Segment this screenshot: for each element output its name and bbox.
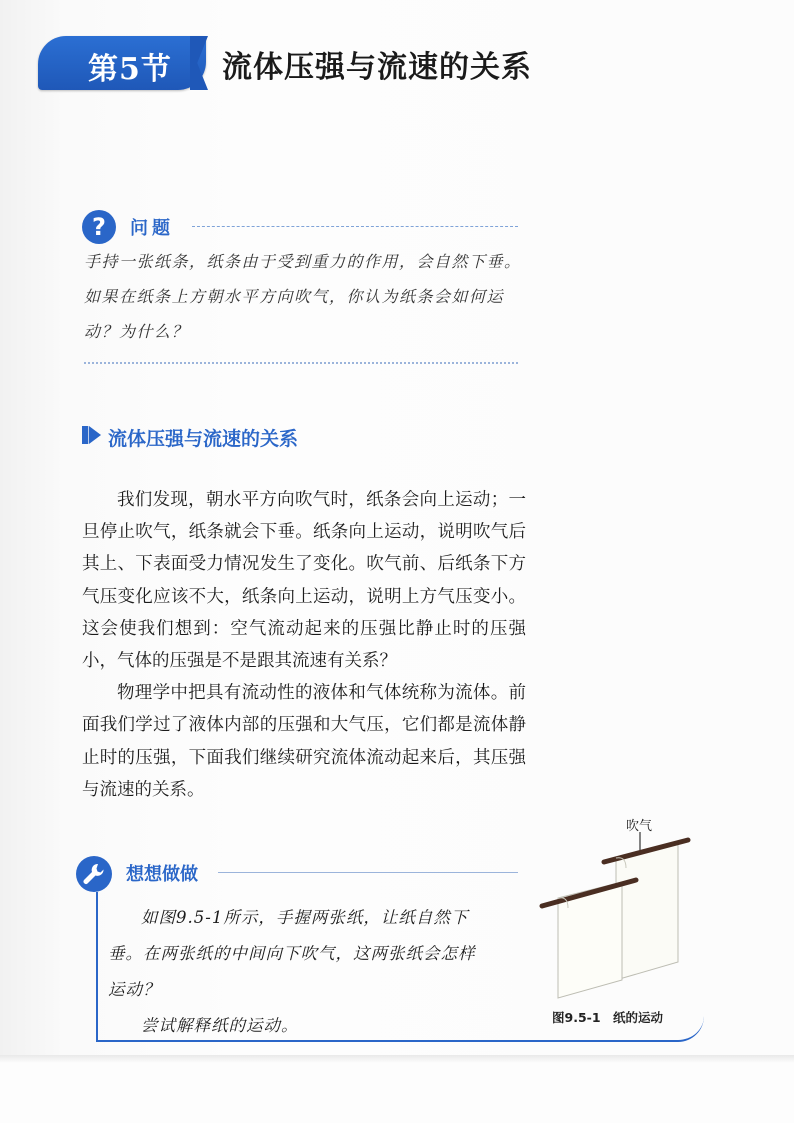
figure-blow-label: 吹气 — [626, 819, 653, 834]
activity-paragraph: 尝试解释纸的运动。 — [141, 1016, 299, 1035]
section-label: 第5节 — [88, 52, 172, 87]
wrench-icon — [76, 856, 112, 892]
activity-divider — [218, 872, 518, 873]
activity-heading: 想想做做 — [126, 864, 198, 885]
activity-text — [108, 900, 478, 1044]
question-heading: 问题 — [130, 218, 174, 239]
figure-caption: 图9.5-1 纸的运动 — [552, 1010, 664, 1025]
body-paragraph: 我们发现，朝水平方向吹气时，纸条会向上运动；一旦停止吹气，纸条就会下垂。纸条向上运动，说明吹气后其上、下表面受力情况发生了变化。吹气前、后纸条下方气压变化应该不大，纸条向上运动，说明上方气压变小。这会使我们想到：空气流动起来的压强比静止时的压强小，气体的压强是不是跟其流速有关系？ — [82, 490, 526, 672]
question-divider-bottom — [84, 362, 518, 364]
page-bottom-edge — [0, 1055, 794, 1063]
question-text: 手持一张纸条，纸条由于受到重力的作用，会自然下垂。如果在纸条上方朝水平方向吹气，你认为纸条会如何运动？为什么？ — [84, 252, 522, 341]
body-text — [82, 484, 526, 806]
question-divider-top — [192, 226, 518, 227]
question-icon: ? — [82, 210, 116, 244]
body-paragraph: 物理学中把具有流动性的液体和气体统称为流体。前面我们学过了液体内部的压强和大气压，它们都是流体静止时的压强，下面我们继续研究流体流动起来后，其压强与流速的关系。 — [82, 683, 526, 800]
page-title: 流体压强与流速的关系 — [222, 50, 532, 85]
activity-paragraph: 如图9.5-1所示，手握两张纸，让纸自然下垂。在两张纸的中间向下吹气，这两张纸会怎样运动？ — [108, 908, 476, 999]
section-badge — [38, 36, 206, 90]
subsection-heading: 流体压强与流速的关系 — [108, 428, 299, 450]
